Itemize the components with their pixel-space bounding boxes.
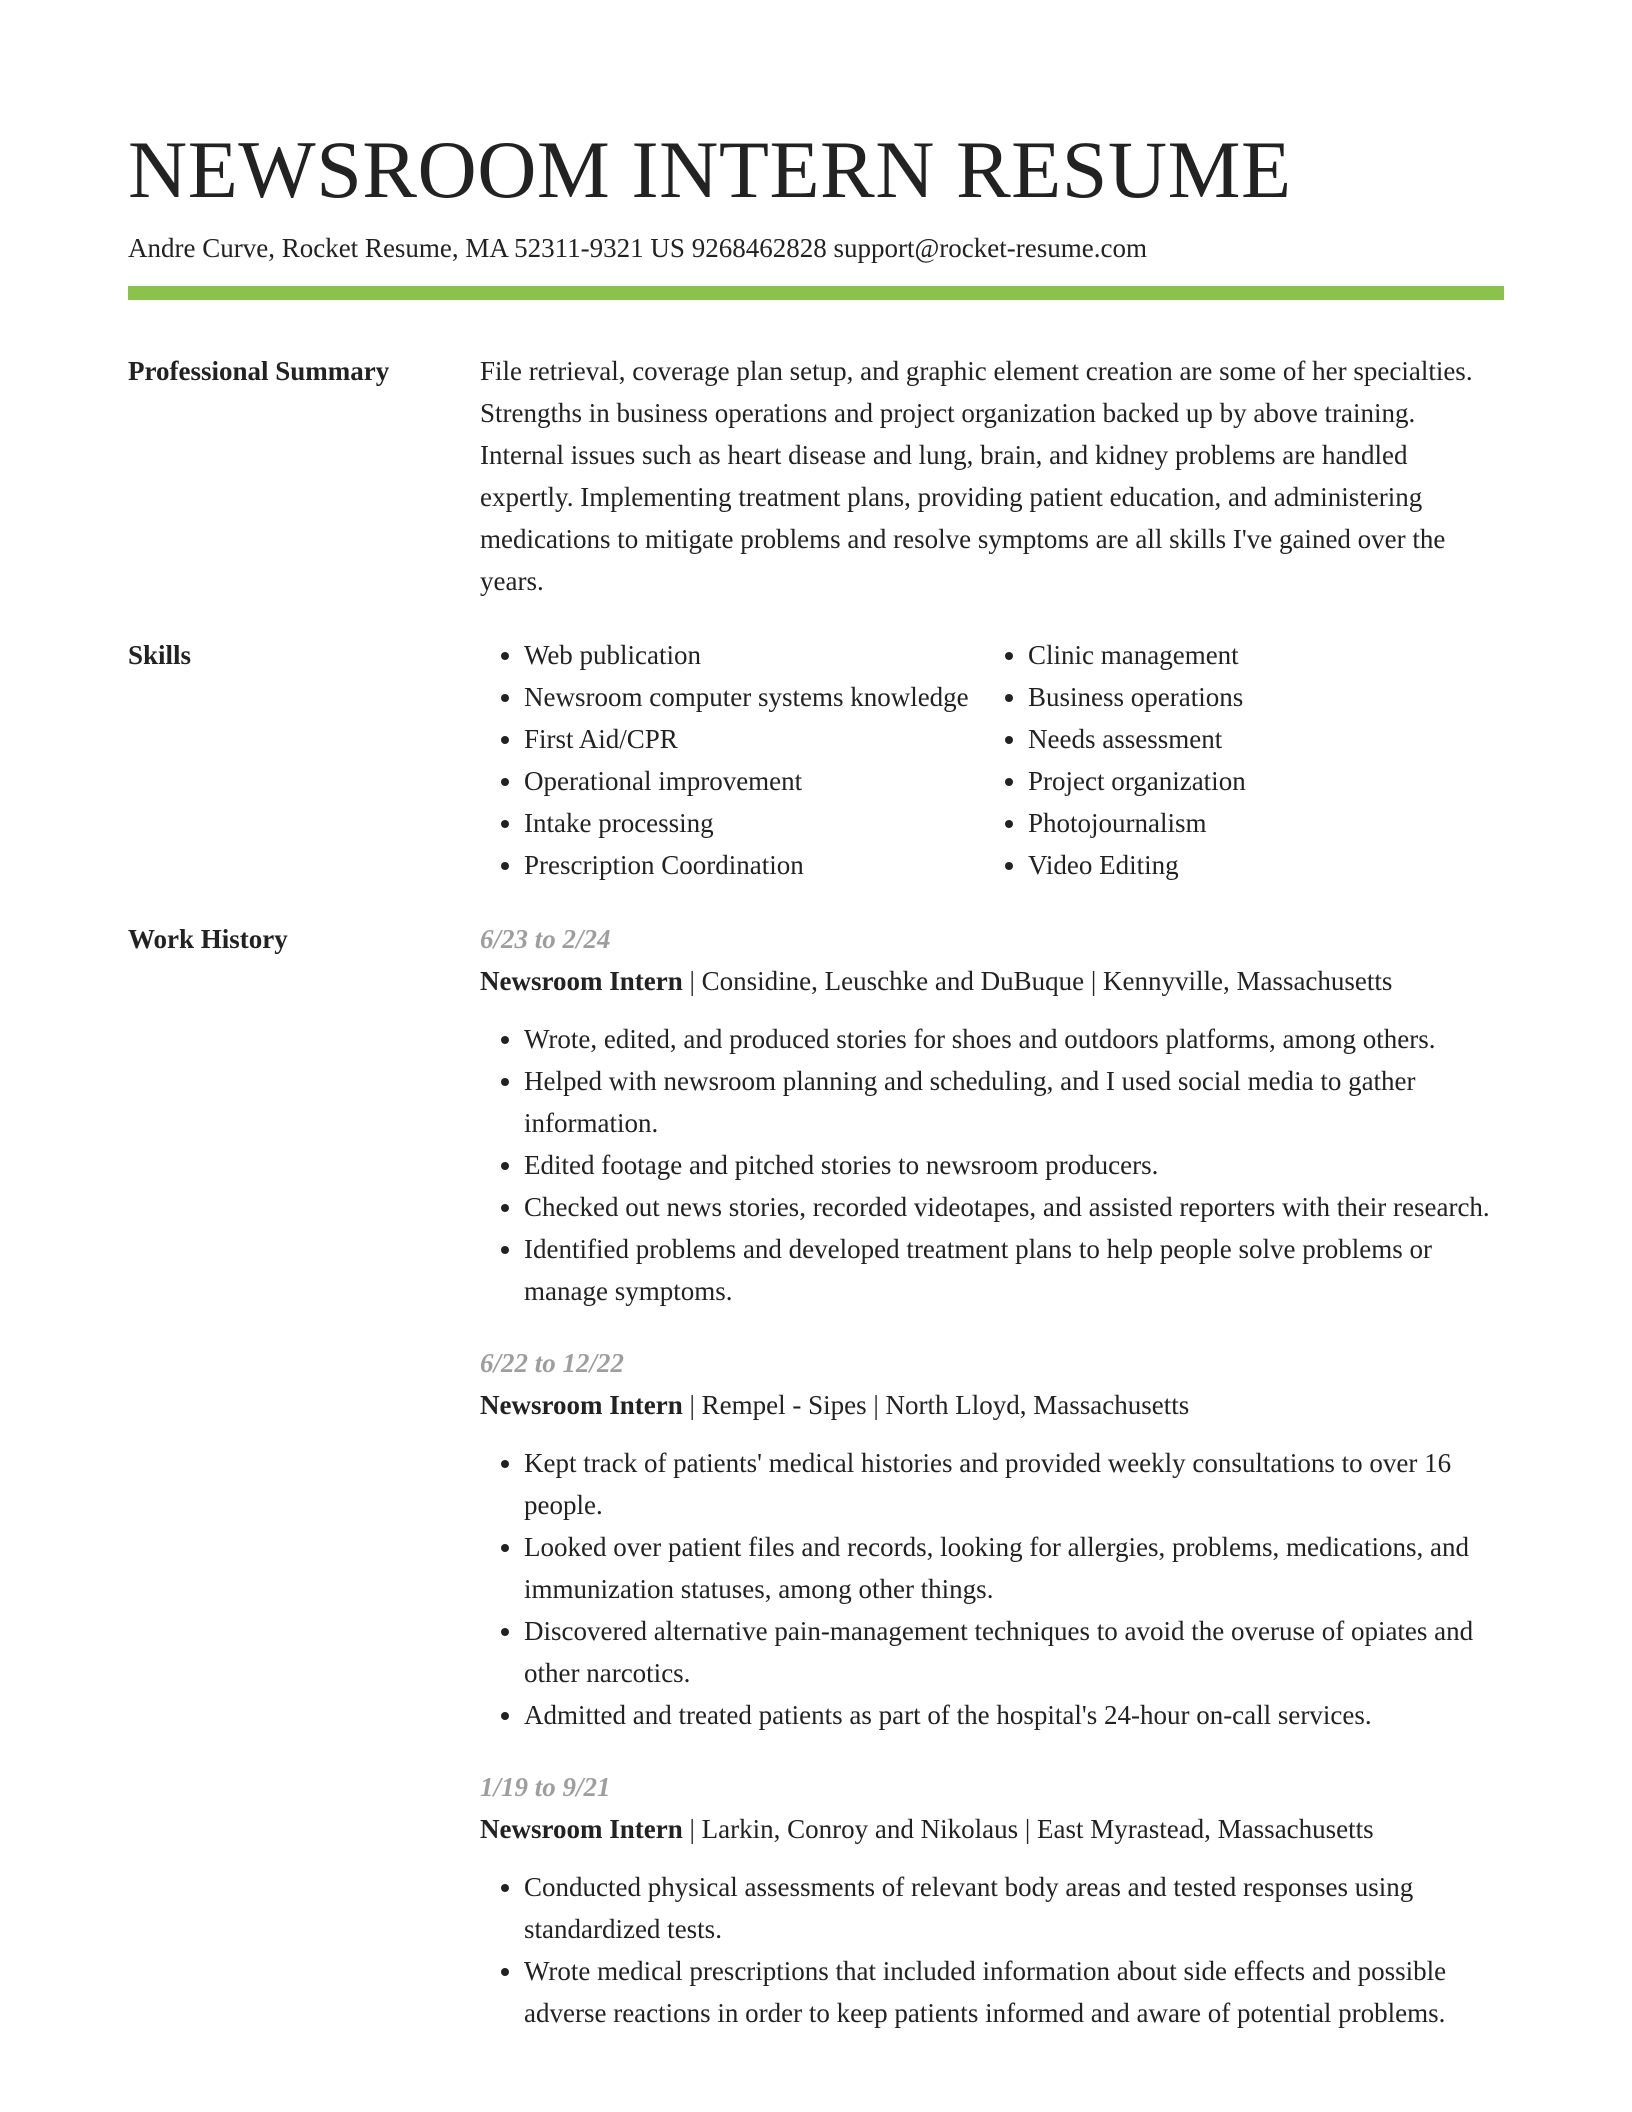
job-heading-line bbox=[480, 1808, 1504, 1850]
skill-item: • Project organization bbox=[1028, 760, 1488, 802]
job-bullet: • Looked over patient files and records, looking for allergies, problems, medications, and immunization statuses, among other things. bbox=[524, 1526, 1504, 1610]
job-bullet-list bbox=[480, 1866, 1504, 2034]
job-title: Newsroom Intern bbox=[480, 966, 683, 996]
skill-item: • Video Editing bbox=[1028, 844, 1488, 886]
skill-item: • Needs assessment bbox=[1028, 718, 1488, 760]
job-bullet: • Checked out news stories, recorded videotapes, and assisted reporters with their research. bbox=[524, 1186, 1504, 1228]
job-bullet: • Helped with newsroom planning and scheduling, and I used social media to gather information. bbox=[524, 1060, 1504, 1144]
skill-item: • Intake processing bbox=[524, 802, 984, 844]
skill-item: • First Aid/CPR bbox=[524, 718, 984, 760]
resume-title: NEWSROOM INTERN RESUME bbox=[128, 124, 1292, 215]
job-heading-line bbox=[480, 1384, 1504, 1426]
job-bullet: • Conducted physical assessments of relevant body areas and tested responses using standardized tests. bbox=[524, 1866, 1504, 1950]
skill-item: • Photojournalism bbox=[1028, 802, 1488, 844]
section-heading-summary: Professional Summary bbox=[128, 356, 390, 386]
job-bullet: • Wrote medical prescriptions that included information about side effects and possible adverse reactions in order to keep patients informed and aware of potential problems. bbox=[524, 1950, 1504, 2034]
skills-body bbox=[480, 634, 1504, 886]
job-employer-location: | Rempel - Sipes | North Lloyd, Massachusetts bbox=[682, 1390, 1190, 1420]
skill-item: • Newsroom computer systems knowledge bbox=[524, 676, 984, 718]
work-history-body bbox=[480, 918, 1504, 2064]
section-heading-skills: Skills bbox=[128, 640, 192, 670]
job-bullet: • Edited footage and pitched stories to newsroom producers. bbox=[524, 1144, 1504, 1186]
section-heading-work-history: Work History bbox=[128, 924, 288, 954]
job-entry bbox=[480, 1766, 1504, 2034]
header-divider bbox=[128, 286, 1504, 300]
job-dates: 1/19 to 9/21 bbox=[480, 1772, 611, 1802]
job-bullet: • Kept track of patients' medical histories and provided weekly consultations to over 16 people. bbox=[524, 1442, 1504, 1526]
job-bullet-list bbox=[480, 1018, 1504, 1312]
skills-column-1 bbox=[480, 634, 984, 886]
job-dates: 6/22 to 12/22 bbox=[480, 1348, 625, 1378]
skills-grid bbox=[480, 634, 1504, 886]
skill-item: • Clinic management bbox=[1028, 634, 1488, 676]
job-title: Newsroom Intern bbox=[480, 1390, 683, 1420]
job-bullet-list bbox=[480, 1442, 1504, 1736]
summary-body bbox=[480, 350, 1504, 602]
job-heading-line bbox=[480, 960, 1504, 1002]
job-title: Newsroom Intern bbox=[480, 1814, 683, 1844]
skill-item: • Operational improvement bbox=[524, 760, 984, 802]
skill-item: • Business operations bbox=[1028, 676, 1488, 718]
job-entry bbox=[480, 1342, 1504, 1736]
skill-item: • Prescription Coordination bbox=[524, 844, 984, 886]
job-bullet: • Admitted and treated patients as part of the hospital's 24-hour on-call services. bbox=[524, 1694, 1504, 1736]
contact-line: Andre Curve, Rocket Resume, MA 52311-9321 US 9268462828 support@rocket-resume.com bbox=[128, 233, 1147, 263]
skills-column-2 bbox=[984, 634, 1488, 886]
job-employer-location: | Larkin, Conroy and Nikolaus | East Myrastead, Massachusetts bbox=[682, 1814, 1374, 1844]
skill-item: • Web publication bbox=[524, 634, 984, 676]
job-bullet: • Identified problems and developed treatment plans to help people solve problems or manage symptoms. bbox=[524, 1228, 1504, 1312]
job-dates: 6/23 to 2/24 bbox=[480, 924, 611, 954]
job-bullet: • Discovered alternative pain-management techniques to avoid the overuse of opiates and other narcotics. bbox=[524, 1610, 1504, 1694]
job-bullet: • Wrote, edited, and produced stories for shoes and outdoors platforms, among others. bbox=[524, 1018, 1504, 1060]
job-entry bbox=[480, 918, 1504, 1312]
job-employer-location: | Considine, Leuschke and DuBuque | Kennyville, Massachusetts bbox=[682, 966, 1393, 996]
summary-text: File retrieval, coverage plan setup, and graphic element creation are some of her specialties. Strengths in business operations and project organization backed up by above training. Internal issues such as heart disease and lung, brain, and kidney problems are handled expertly. Implementing treatment plans, providing patient education, and administering medications to mitigate problems and resolve symptoms are all skills I've gained over the years. bbox=[480, 356, 1473, 596]
